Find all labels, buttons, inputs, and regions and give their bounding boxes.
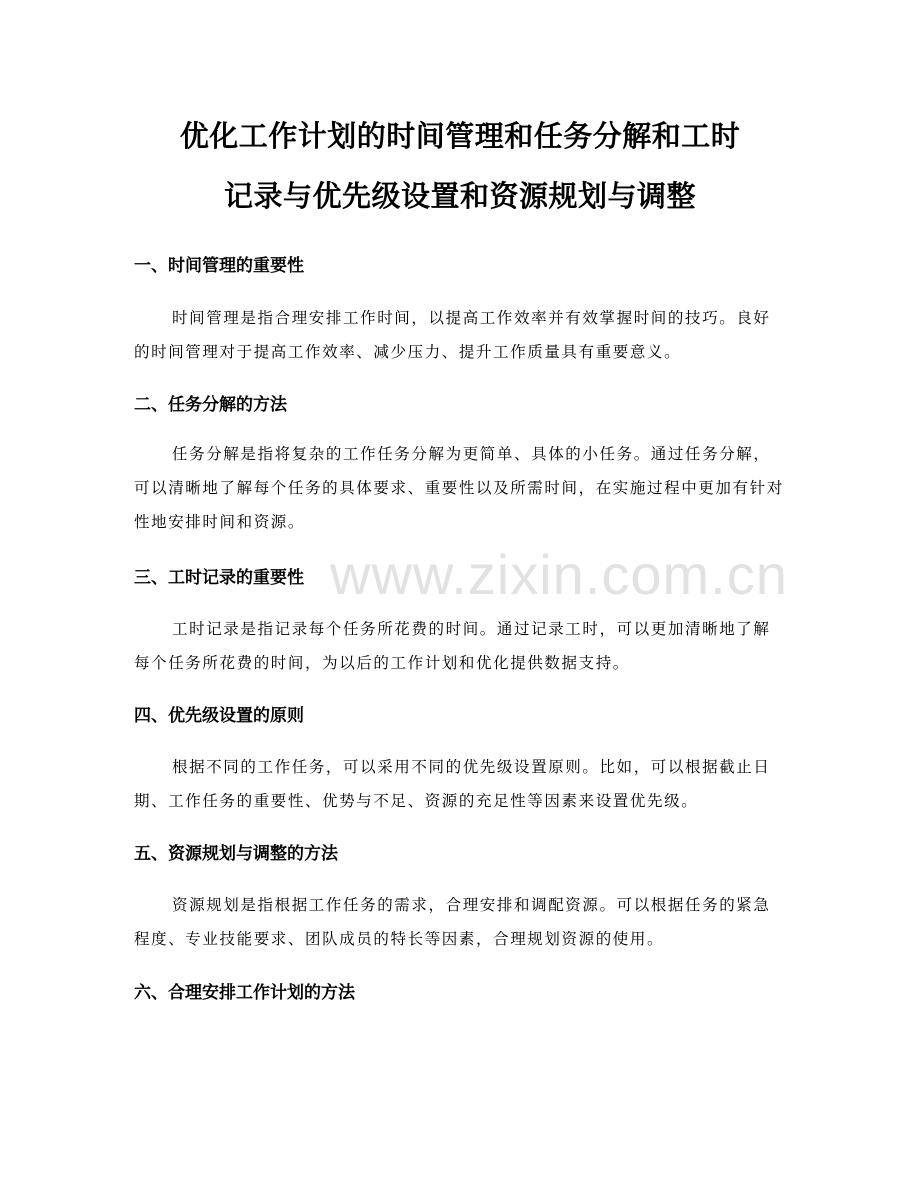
- section-5-heading: 五、资源规划与调整的方法: [134, 844, 338, 864]
- document-title: [100, 106, 820, 226]
- section-2-paragraph: 任务分解是指将复杂的工作任务分解为更简单、具体的小任务。通过任务分解，可以清晰地了解每个任务的具体要求、重要性以及所需时间，在实施过程中更加有针对性地安排时间和资源。: [134, 445, 784, 531]
- document-title-line-2: 记录与优先级设置和资源规划与调整: [223, 179, 696, 213]
- section-4-heading: 四、优先级设置的原则: [134, 706, 304, 726]
- section-2-heading: 二、任务分解的方法: [134, 395, 287, 415]
- section-3-paragraph: 工时记录是指记录每个任务所花费的时间。通过记录工时，可以更加清晰地了解每个任务所花费的时间，为以后的工作计划和优化提供数据支持。: [134, 620, 771, 672]
- section-1-paragraph: 时间管理是指合理安排工作时间，以提高工作效率并有效掌握时间的技巧。良好的时间管理对于提高工作效率、减少压力、提升工作质量具有重要意义。: [134, 309, 771, 361]
- watermark: www.zixin.com.cn: [330, 543, 788, 606]
- section-6-heading: 六、合理安排工作计划的方法: [134, 983, 355, 1003]
- document-title-line-1: 优化工作计划的时间管理和任务分解和工时: [179, 119, 741, 153]
- section-1-heading: 一、时间管理的重要性: [134, 256, 304, 276]
- section-4-paragraph: 根据不同的工作任务，可以采用不同的优先级设置原则。比如，可以根据截止日期、工作任务的重要性、优势与不足、资源的充足性等因素来设置优先级。: [134, 758, 771, 810]
- section-5-paragraph: 资源规划是指根据工作任务的需求，合理安排和调配资源。可以根据任务的紧急程度、专业技能要求、团队成员的特长等因素，合理规划资源的使用。: [134, 896, 771, 948]
- section-3-heading: 三、工时记录的重要性: [134, 568, 304, 588]
